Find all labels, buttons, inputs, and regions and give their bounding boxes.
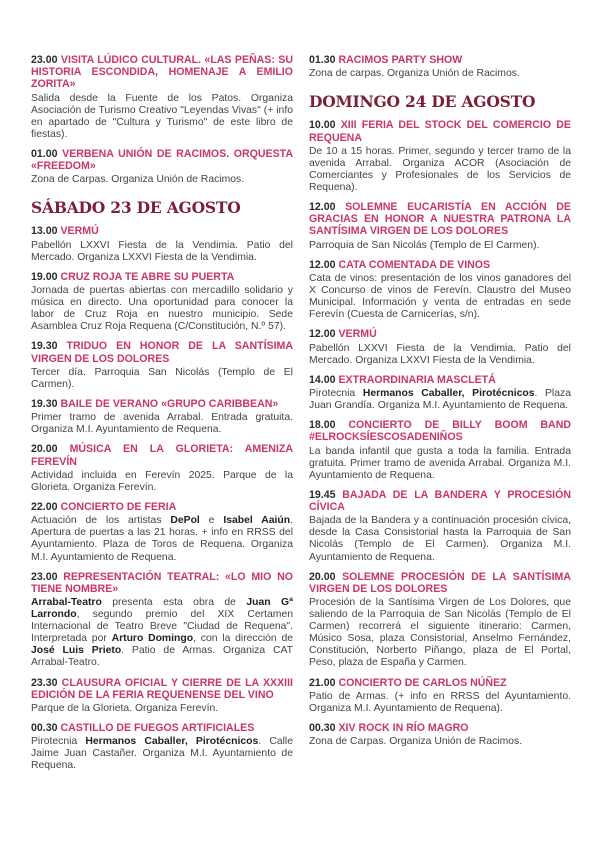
event-description [309, 515, 571, 563]
event-description [31, 367, 293, 391]
event-time: 23.30 [31, 676, 58, 689]
event-description [309, 273, 571, 321]
event-entry [309, 374, 571, 412]
event-description [309, 691, 571, 715]
event-name: SOLEMNE PROCESIÓN DE LA SANTÍSIMA VIRGEN DE LOS DOLORES [309, 570, 571, 595]
event-title [31, 398, 293, 410]
event-entry [309, 259, 571, 322]
event-time: 19.30 [31, 340, 58, 353]
event-time: 20.00 [31, 443, 58, 456]
event-name: EXTRAORDINARIA MASCLETÁ [338, 373, 496, 386]
description-text: Parroquia de San Nicolás (Templo de El Carmen). [309, 239, 540, 251]
event-name: CONCIERTO DE FERIA [60, 501, 177, 514]
program-column-left [31, 54, 293, 780]
event-name: CLAUSURA OFICIAL Y CIERRE DE LA XXXIII EDICIÓN DE LA FERIA REQUENENSE DEL VINO [31, 676, 293, 701]
description-text: Cata de vinos: presentación de los vinos ganadores del X Concurso de vinos de Ferevín. Claustro del Museo Municipal. Información y venta de entradas en sede Ferevín (Cuesta de Carnicerías, s/n). [309, 272, 571, 321]
event-title [309, 259, 571, 271]
event-title [309, 119, 571, 143]
day-heading: SÁBADO 23 DE AGOSTO [31, 198, 241, 218]
event-name: BAILE DE VERANO «GRUPO CARIBBEAN» [60, 398, 279, 411]
event-title [31, 443, 293, 467]
event-entry [31, 148, 293, 187]
event-title [31, 501, 293, 513]
event-name: CATA COMENTADA DE VINOS [338, 258, 491, 271]
event-name: CRUZ ROJA TE ABRE SU PUERTA [60, 270, 235, 283]
event-time: 00.30 [309, 721, 336, 734]
event-title [309, 722, 571, 734]
description-text: presenta esta obra de [101, 597, 247, 609]
event-title [309, 489, 571, 513]
event-time: 12.00 [309, 258, 336, 271]
event-entry [309, 54, 571, 80]
event-description [31, 174, 293, 186]
description-text: . Patio de Armas. Organiza CAT Arrabal-Teatro. [31, 645, 293, 669]
event-name: CONCIERTO DE CARLOS NÚÑEZ [338, 676, 507, 689]
event-entry [31, 225, 293, 263]
description-text: Pabellón LXXVI Fiesta de la Vendimia. Patio del Mercado. Organiza LXXVI Fiesta de la Vendimia. [309, 342, 571, 366]
event-description [31, 93, 293, 141]
event-name: MÚSICA EN LA GLORIETA: AMENIZA FEREVÍN [31, 443, 293, 468]
event-entry [309, 489, 571, 564]
event-description [31, 597, 293, 670]
event-title [31, 340, 293, 364]
event-description [309, 388, 571, 412]
event-name: VERMÚ [338, 328, 377, 341]
event-description [309, 343, 571, 367]
event-time: 00.30 [31, 722, 58, 735]
event-time: 22.00 [31, 501, 58, 514]
event-description [31, 736, 293, 772]
event-entry [309, 722, 571, 748]
event-entry [31, 677, 293, 716]
event-title [31, 54, 293, 91]
description-text: Jornada de puertas abiertas con mercadillo solidario y música en directo. Una oportunidad para conocer la labor de Cruz Roja en nuestro municipio. Sede Asamblea Cruz Roja Requena (C/Constitución, N.º 57). [31, 285, 293, 333]
day-heading: DOMINGO 24 DE AGOSTO [309, 92, 536, 112]
event-title [31, 722, 293, 734]
event-title [31, 225, 293, 237]
event-name: CASTILLO DE FUEGOS ARTIFICIALES [60, 722, 255, 735]
description-text: Zona de carpas. Organiza Unión de Racimos. [309, 68, 520, 80]
description-text: Primer tramo de avenida Arrabal. Entrada gratuita. Organiza M.I. Ayuntamiento de Requena. [31, 412, 293, 436]
highlighted-name: Hermanos Caballer, Pirotécnicos [85, 736, 259, 748]
event-description [309, 146, 571, 194]
event-time: 01.30 [309, 54, 336, 66]
event-name: TRIDUO EN HONOR DE LA SANTÍSIMA VIRGEN DE LOS DOLORES [31, 340, 293, 365]
event-time: 23.00 [31, 570, 58, 583]
event-time: 19.00 [31, 270, 58, 283]
description-text: , segundo premio del XIX Certamen Internacional de Teatro Breve "Ciudad de Requena". Interpretada por [31, 609, 293, 645]
event-title [309, 571, 571, 595]
event-title [309, 54, 571, 66]
event-title [309, 328, 571, 340]
event-time: 12.00 [309, 328, 336, 341]
event-time: 14.00 [309, 373, 336, 386]
event-entry [309, 119, 571, 194]
event-entry [309, 571, 571, 670]
event-time: 10.00 [309, 119, 336, 132]
event-time: 12.00 [309, 201, 336, 214]
event-entry [31, 398, 293, 436]
event-entry [309, 419, 571, 482]
event-name: SOLEMNE EUCARISTÍA EN ACCIÓN DE GRACIAS EN HONOR A NUESTRA PATRONA LA SANTÍSIMA VIRGEN DE LOS DOLORES [309, 201, 571, 238]
event-entry [309, 677, 571, 715]
description-text: e [199, 515, 224, 527]
event-time: 01.00 [31, 147, 58, 160]
event-description [31, 470, 293, 494]
description-text: Zona de Carpas. Organiza Unión de Racimos. [309, 736, 523, 748]
event-title [309, 677, 571, 689]
event-entry [31, 54, 293, 141]
description-text: Pabellón LXXVI Fiesta de la Vendimia. Patio del Mercado. Organiza LXXVI Fiesta de la Vendimia. [31, 239, 293, 263]
event-name: XIII FERIA DEL STOCK DEL COMERCIO DE REQUENA [309, 119, 571, 144]
description-text: Pirotecnia [309, 387, 363, 399]
description-text: La banda infantil que gusta a toda la familia. Entrada gratuita. Primer tramo de avenida Arrabal. Organiza M.I. Ayuntamiento de Requena. [309, 445, 571, 481]
event-description [31, 703, 293, 715]
event-entry [309, 328, 571, 366]
event-entry [309, 201, 571, 252]
description-text: Actividad incluida en Ferevín 2025. Parque de la Glorieta. Organiza Ferevín. [31, 469, 293, 493]
event-name: VERMÚ [60, 225, 99, 238]
event-time: 18.00 [309, 419, 336, 432]
highlighted-name: Juan Gª Larrondo [31, 597, 293, 621]
event-time: 21.00 [309, 676, 336, 689]
event-description [309, 240, 571, 252]
event-title [309, 374, 571, 386]
event-name: RACIMOS PARTY SHOW [338, 54, 463, 66]
description-text: Bajada de la Bandera y a continuación procesión cívica, desde la Casa Consistorial hasta la Parroquia de San Nicolás (Templo de El Carmen). Organiza M.I. Ayuntamiento de Requena. [309, 515, 571, 563]
description-text: , con la dirección de [193, 633, 294, 645]
event-name: REPRESENTACIÓN TEATRAL: «LO MIO NO TIENE NOMBRE» [31, 570, 293, 595]
program-column-right [309, 54, 571, 755]
event-time: 19.45 [309, 488, 336, 501]
highlighted-name: DePol [170, 515, 200, 527]
event-name: BAJADA DE LA BANDERA Y PROCESIÓN CÍVICA [309, 488, 571, 514]
description-text: Actuación de los artistas [31, 515, 171, 527]
description-text: Parque de la Glorieta. Organiza Ferevín. [31, 702, 219, 714]
event-entry [31, 571, 293, 670]
description-text: Patio de Armas. (+ info en RRSS del Ayuntamiento. Organiza M.I. Ayuntamiento de Requena). [309, 690, 571, 714]
description-text: Pirotecnia [31, 736, 86, 748]
description-text: Procesión de la Santísima Virgen de Los Dolores, que saliendo de la Parroquia de San Nicolás (Templo de El Carmen) recorrerá el siguiente itinerario: Carmen, Músico Sosa, plaza Consistorial, Anselmo Fernández, Constitución, Norberto Piñango, plaza de El Portal, Peso, plaza de España y Carmen. [309, 597, 571, 669]
highlighted-name: José Luis Prieto [31, 645, 122, 657]
event-time: 20.00 [309, 570, 336, 583]
highlighted-name: Isabel Aaiún [223, 515, 291, 527]
description-text: . Calle Jaime Juan Castañer. Organiza M.I. Ayuntamiento de Requena. [31, 736, 293, 772]
description-text: Zona de Carpas. Organiza Unión de Racimos. [31, 174, 245, 186]
event-description [31, 412, 293, 436]
event-entry [31, 722, 293, 772]
description-text: . Plaza Juan Grandía. Organiza M.I. Ayuntamiento de Requena. [309, 387, 571, 412]
event-description [31, 240, 293, 264]
highlighted-name: Hermanos Caballer, Pirotécnicos [362, 387, 535, 399]
event-name: VERBENA UNIÓN DE RACIMOS. ORQUESTA «FREEDOM» [31, 147, 293, 173]
event-time: 13.00 [31, 225, 58, 238]
event-title [31, 571, 293, 595]
description-text: De 10 a 15 horas. Primer, segundo y tercer tramo de la avenida Arrabal. Organiza ACOR (Asociación de Comerciantes y Profesionales de los Servicios de Requena). [309, 145, 571, 193]
event-time: 23.00 [31, 54, 58, 66]
event-entry [31, 443, 293, 494]
event-name: XIV ROCK IN RÍO MAGRO [338, 721, 469, 734]
event-description [31, 515, 293, 563]
event-entry [31, 340, 293, 391]
event-title [31, 677, 293, 701]
event-title [309, 201, 571, 238]
event-description [309, 68, 571, 80]
description-text: Salida desde la Fuente de los Patos. Organiza Asociación de Turismo Creativo "Leyendas Vivas" (+ info en apartado de "Cultura y Turismo" de este libro de fiestas). [31, 92, 293, 140]
event-title [31, 148, 293, 172]
event-time: 19.30 [31, 398, 58, 411]
event-title [31, 271, 293, 283]
event-description [31, 285, 293, 333]
event-description [309, 736, 571, 748]
highlighted-name: Arrabal-Teatro [31, 597, 102, 609]
event-name: VISITA LÚDICO CULTURAL. «LAS PEÑAS: SU HISTORIA ESCONDIDA, HOMENAJE A EMILIO ZORITA» [31, 54, 293, 91]
event-title [309, 419, 571, 443]
event-entry [31, 271, 293, 334]
description-text: Tercer día. Parroquia San Nicolás (Templo de El Carmen). [31, 366, 293, 390]
event-description [309, 597, 571, 670]
event-description [309, 446, 571, 482]
highlighted-name: Arturo Domingo [111, 633, 194, 645]
event-entry [31, 501, 293, 564]
description-text: . Apertura de puertas a las 21 horas. + info en RRSS del Ayuntamiento. Plaza de Toros de Requena. Organiza M.I. Ayuntamiento de Requena. [31, 515, 293, 563]
event-name: CONCIERTO DE BILLY BOOM BAND #ELROCKSÍESCOSADENIÑOS [309, 419, 571, 444]
